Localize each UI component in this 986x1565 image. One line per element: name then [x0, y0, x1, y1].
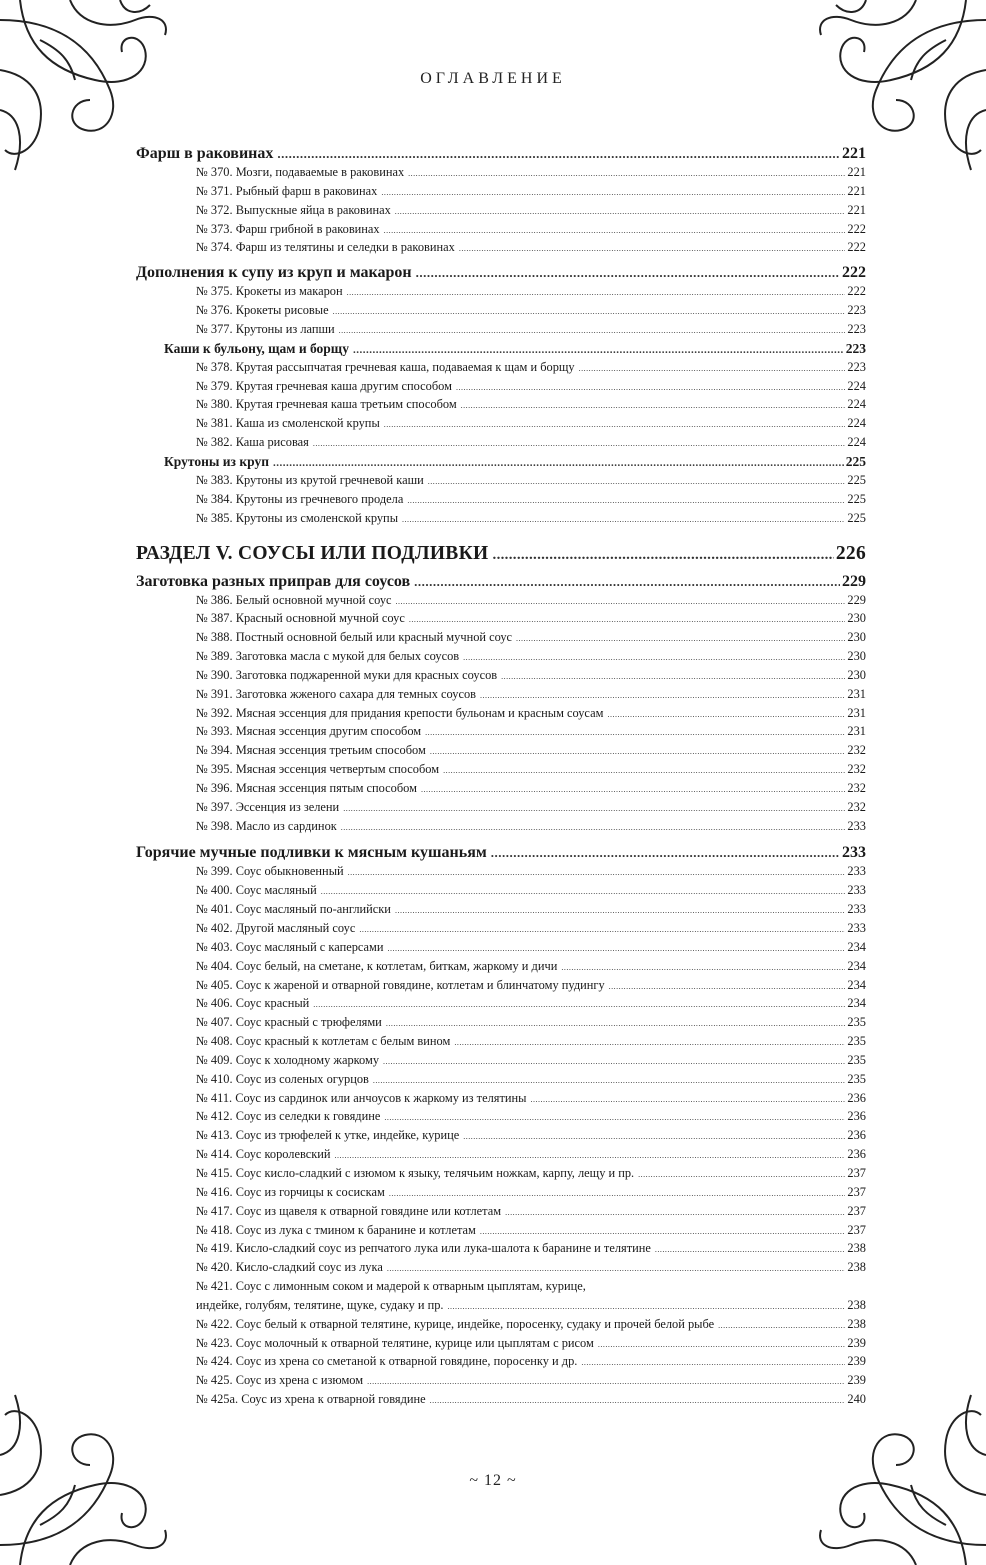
toc-entry[interactable]: [136, 593, 866, 612]
toc-group-fill: [136, 145, 866, 259]
toc-entry[interactable]: [136, 800, 866, 819]
toc-entry[interactable]: [136, 397, 866, 416]
toc-entry[interactable]: [136, 184, 866, 203]
toc-entry[interactable]: [136, 1128, 866, 1147]
toc-entry-page: 230: [847, 667, 866, 682]
toc-entry[interactable]: [136, 303, 866, 322]
toc-entry-page: 229: [842, 572, 866, 590]
dot-leader: [414, 574, 840, 590]
toc-entry-title: № 377. Крутоны из лапши: [196, 321, 335, 336]
toc-entry-page: 234: [847, 996, 866, 1011]
toc-entry-title: № 422. Соус белый к отварной телятине, курице, индейке, поросенку, судаку и прочей белой рыбе: [196, 1316, 715, 1331]
toc-entry[interactable]: [136, 222, 866, 241]
toc-entry[interactable]: [136, 724, 866, 743]
toc-entry[interactable]: [136, 978, 866, 997]
toc-entry-title: № 396. Мясная эссенция пятым способом: [196, 780, 417, 795]
toc-entry[interactable]: [136, 322, 866, 341]
toc-entry[interactable]: [136, 1298, 866, 1317]
dot-leader: [516, 634, 845, 643]
table-of-contents: [136, 143, 866, 1411]
toc-entry[interactable]: [136, 203, 866, 222]
dot-leader: [396, 597, 846, 606]
toc-entry[interactable]: [136, 819, 866, 838]
dot-leader: [384, 226, 846, 235]
toc-entry-title: № 383. Крутоны из крутой гречневой каши: [196, 472, 424, 487]
toc-entry-title: № 374. Фарш из телятины и селедки в раковинах: [196, 240, 455, 255]
dot-leader: [501, 672, 845, 681]
dot-leader: [384, 420, 846, 429]
toc-entry-title: № 424. Соус из хрена со сметаной к отварной говядине, поросенку и др.: [196, 1354, 578, 1369]
toc-entry-page: 225: [845, 453, 866, 469]
toc-entry-title: № 412. Соус из селедки к говядине: [196, 1109, 381, 1124]
toc-entry-page: 236: [847, 1128, 866, 1143]
toc-entry-title: № 376. Крокеты рисовые: [196, 303, 329, 318]
dot-leader: [430, 747, 846, 756]
toc-entry[interactable]: [136, 762, 866, 781]
toc-entry-title: № 425. Соус из хрена с изюмом: [196, 1373, 364, 1388]
toc-entry-title: № 388. Постный основной белый или красный мучной соус: [196, 630, 513, 645]
toc-entry-title: Фарш в раковинах: [136, 145, 274, 162]
toc-entry-page: 236: [847, 1147, 866, 1162]
toc-entry-title: № 371. Рыбный фарш в раковинах: [196, 183, 378, 198]
toc-section: [136, 543, 866, 569]
dot-leader: [353, 344, 844, 356]
dot-leader: [416, 265, 840, 281]
toc-entry-page: 231: [847, 686, 866, 701]
toc-group-additions: [136, 264, 866, 529]
toc-entry-title: № 395. Мясная эссенция четвертым способом: [196, 762, 440, 777]
toc-entry[interactable]: [136, 1166, 866, 1185]
toc-entry-page: 230: [847, 611, 866, 626]
toc-group-hot-sauces: [136, 844, 866, 1410]
toc-entry-title: № 416. Соус из горчицы к сосискам: [196, 1184, 385, 1199]
toc-entry-title: № 401. Соус масляный по-английски: [196, 902, 391, 917]
toc-entry[interactable]: [136, 1053, 866, 1072]
toc-heading[interactable]: [136, 341, 866, 360]
toc-entry-title: № 409. Соус к холодному жаркому: [196, 1052, 380, 1067]
dot-leader: [561, 963, 845, 972]
toc-entry[interactable]: [136, 1015, 866, 1034]
toc-entry-title: № 419. Кисло-сладкий соус из репчатого лука или лука-шалота к баранине и телятине: [196, 1241, 651, 1256]
toc-entry-title: № 423. Соус молочный к отварной телятине, курице или цыплятам с рисом: [196, 1335, 594, 1350]
toc-entry-page: 239: [847, 1354, 866, 1369]
toc-entry-title: № 390. Заготовка поджаренной муки для красных соусов: [196, 667, 498, 682]
toc-entry[interactable]: [136, 1034, 866, 1053]
toc-entry[interactable]: [136, 940, 866, 959]
dot-leader: [530, 1095, 845, 1104]
dot-leader: [598, 1340, 846, 1349]
toc-entry[interactable]: [136, 743, 866, 762]
toc-entry[interactable]: [136, 883, 866, 902]
toc-entry-title: № 391. Заготовка жженого сахара для темных соусов: [196, 686, 477, 701]
toc-entry[interactable]: [136, 1185, 866, 1204]
toc-entry-page: 233: [847, 921, 866, 935]
toc-entry[interactable]: [136, 284, 866, 303]
toc-entry-page: 237: [847, 1184, 866, 1199]
dot-leader: [493, 547, 834, 564]
toc-entry[interactable]: [136, 360, 866, 379]
toc-entry-title: № 420. Кисло-сладкий соус из лука: [196, 1260, 383, 1275]
toc-entry-title: Заготовка разных приправ для соусов: [136, 572, 411, 590]
toc-entry-page: 223: [847, 303, 866, 318]
dot-leader: [579, 364, 846, 373]
dot-leader: [347, 288, 846, 297]
dot-leader: [408, 169, 845, 178]
dot-leader: [383, 1057, 845, 1066]
toc-entry-page: 238: [847, 1316, 866, 1331]
dot-leader: [395, 207, 846, 216]
toc-entry-page: 233: [847, 883, 866, 898]
toc-entry-title: № 405. Соус к жареной и отварной говядине, котлетам и блинчатому пудингу: [196, 977, 605, 992]
toc-entry-title: № 417. Соус из щавеля к отварной говядине или котлетам: [196, 1203, 502, 1218]
toc-entry-title: № 425а. Соус из хрена к отварной говядине: [196, 1392, 426, 1407]
toc-entry[interactable]: [136, 1336, 866, 1355]
toc-entry-title: № 403. Соус масляный с каперсами: [196, 939, 384, 954]
toc-entry-page: 223: [845, 340, 866, 356]
toc-entry[interactable]: [136, 1373, 866, 1392]
toc-heading[interactable]: [136, 844, 866, 864]
toc-entry[interactable]: [136, 379, 866, 398]
toc-entry-page: 223: [847, 359, 866, 374]
dot-leader: [386, 1019, 846, 1028]
dot-leader: [348, 868, 846, 877]
dot-leader: [381, 188, 845, 197]
toc-entry-title: № 398. Масло из сардинок: [196, 818, 337, 833]
dot-leader: [430, 1396, 846, 1405]
dot-leader: [335, 1151, 846, 1160]
toc-heading[interactable]: [136, 264, 866, 284]
toc-entry-title: № 386. Белый основной мучной соус: [196, 592, 392, 607]
toc-entry-page: 224: [847, 397, 866, 412]
toc-entry-page: 232: [847, 799, 866, 814]
toc-entry-page: 226: [835, 542, 866, 564]
toc-entry-page: 225: [847, 510, 866, 525]
toc-entry-title: Горячие мучные подливки к мясным кушаньям: [136, 844, 487, 862]
toc-entry-page: 222: [842, 264, 866, 282]
dot-leader: [384, 1113, 845, 1122]
toc-entry-page: 232: [847, 762, 866, 777]
toc-entry-page: 231: [847, 705, 866, 720]
toc-entry[interactable]: [136, 1223, 866, 1242]
toc-entry-title: № 382. Каша рисовая: [196, 435, 309, 450]
toc-entry-title: № 381. Каша из смоленской крупы: [196, 416, 380, 431]
toc-entry-title: № 410. Соус из соленых огурцов: [196, 1071, 369, 1086]
dot-leader: [341, 823, 846, 832]
dot-leader: [313, 1000, 845, 1009]
toc-entry-page: 230: [847, 630, 866, 645]
toc-entry-page: 235: [847, 1015, 866, 1030]
toc-entry[interactable]: [136, 435, 866, 454]
toc-entry-title: № 393. Мясная эссенция другим способом: [196, 724, 422, 739]
toc-entry-title: № 379. Крутая гречневая каша другим способом: [196, 378, 452, 393]
toc-entry[interactable]: [136, 921, 866, 940]
dot-leader: [581, 1358, 845, 1367]
dot-leader: [456, 383, 845, 392]
toc-entry-page: 235: [847, 1052, 866, 1067]
running-head: ОГЛАВЛЕНИЕ: [420, 70, 566, 87]
toc-entry-title: № 418. Соус из лука с тмином к баранине и котлетам: [196, 1222, 476, 1237]
toc-entry-page: 232: [847, 780, 866, 795]
toc-entry[interactable]: [136, 668, 866, 687]
dot-leader: [491, 845, 840, 861]
toc-entry-title: № 378. Крутая рассыпчатая гречневая каша, подаваемая к щам и борщу: [196, 359, 575, 374]
toc-entry-title: № 421. Соус с лимонным соком и мадерой к отварным цыплятам, курице,: [196, 1279, 586, 1294]
toc-entry-page: 237: [847, 1222, 866, 1237]
toc-entry-page: 237: [847, 1165, 866, 1180]
dot-leader: [387, 1264, 846, 1273]
dot-leader: [321, 887, 846, 896]
dot-leader: [367, 1377, 845, 1386]
toc-entry[interactable]: [136, 649, 866, 668]
toc-entry-page: 222: [847, 284, 866, 299]
toc-entry-page: 238: [847, 1241, 866, 1256]
dot-leader: [463, 1132, 845, 1141]
toc-entry-title: № 394. Мясная эссенция третьим способом: [196, 743, 426, 758]
toc-entry-page: 234: [847, 958, 866, 973]
dot-leader: [277, 146, 840, 162]
page-number: ~ 12 ~: [469, 1472, 517, 1489]
toc-entry[interactable]: [136, 511, 866, 530]
toc-entry-page: 233: [847, 818, 866, 833]
toc-entry[interactable]: [136, 630, 866, 649]
toc-heading[interactable]: [136, 573, 866, 593]
toc-entry-title: № 389. Заготовка масла с мукой для белых соусов: [196, 649, 460, 664]
toc-entry[interactable]: [136, 1279, 866, 1298]
toc-entry-title: № 370. Мозги, подаваемые в раковинах: [196, 165, 405, 179]
toc-entry-title: № 373. Фарш грибной в раковинах: [196, 221, 380, 236]
toc-entry-title: РАЗДЕЛ V. СОУСЫ ИЛИ ПОДЛИВКИ: [136, 542, 489, 564]
dot-leader: [373, 1076, 845, 1085]
toc-entry[interactable]: [136, 1354, 866, 1373]
dot-leader: [505, 1208, 845, 1217]
toc-entry-page: 235: [847, 1034, 866, 1049]
toc-entry-title: № 397. Эссенция из зелени: [196, 799, 340, 814]
dot-leader: [655, 1245, 846, 1254]
dot-leader: [273, 457, 844, 469]
dot-leader: [425, 728, 845, 737]
toc-entry[interactable]: [136, 1260, 866, 1279]
toc-entry-page: 240: [847, 1392, 866, 1407]
toc-entry-title: Каши к бульону, щам и борщу: [164, 340, 349, 356]
toc-entry-title: № 384. Крутоны из гречневого продела: [196, 491, 404, 506]
toc-entry[interactable]: [136, 416, 866, 435]
toc-entry[interactable]: [136, 902, 866, 921]
toc-section-heading[interactable]: [136, 543, 866, 569]
toc-entry-title: № 407. Соус красный с трюфелями: [196, 1015, 382, 1030]
toc-entry-page: 222: [847, 221, 866, 236]
toc-entry-title: № 411. Соус из сардинок или анчоусов к жаркому из телятины: [196, 1090, 527, 1105]
toc-entry[interactable]: [136, 781, 866, 800]
dot-leader: [459, 244, 846, 253]
toc-entry[interactable]: [136, 1392, 866, 1411]
dot-leader: [461, 401, 846, 410]
toc-entry-page: 221: [847, 165, 866, 179]
toc-entry-title: Дополнения к супу из круп и макарон: [136, 264, 412, 282]
dot-leader: [480, 691, 845, 700]
toc-entry-page: 221: [847, 202, 866, 217]
toc-entry-page: 238: [847, 1260, 866, 1275]
toc-entry-page: 237: [847, 1203, 866, 1218]
dot-leader: [313, 439, 846, 448]
toc-entry-page: 239: [847, 1335, 866, 1350]
dot-leader: [607, 710, 845, 719]
dot-leader: [421, 785, 845, 794]
toc-entry-page: 229: [847, 592, 866, 607]
toc-entry-title: № 415. Соус кисло-сладкий с изюмом к языку, телячьим ножкам, карпу, лещу и пр.: [196, 1165, 635, 1180]
toc-entry-page: 234: [847, 939, 866, 954]
toc-entry[interactable]: [136, 492, 866, 511]
toc-entry-title: № 372. Выпускные яйца в раковинах: [196, 202, 391, 217]
toc-entry[interactable]: [136, 473, 866, 492]
toc-entry[interactable]: [136, 165, 866, 184]
toc-entry-page: 233: [847, 864, 866, 879]
dot-leader: [443, 766, 845, 775]
toc-entry-title: № 414. Соус королевский: [196, 1147, 331, 1162]
dot-leader: [463, 653, 845, 662]
dot-leader: [402, 515, 845, 524]
dot-leader: [343, 804, 845, 813]
toc-entry-page: 222: [847, 240, 866, 255]
toc-entry-page: 224: [847, 378, 866, 393]
toc-entry-title: № 375. Крокеты из макарон: [196, 284, 343, 299]
toc-entry-title: № 387. Красный основной мучной соус: [196, 611, 405, 626]
toc-entry-page: 223: [847, 321, 866, 336]
toc-entry-page: 238: [847, 1297, 866, 1312]
dot-leader: [388, 944, 846, 953]
toc-entry-page: 236: [847, 1090, 866, 1105]
dot-leader: [480, 1227, 846, 1236]
toc-entry-page: 232: [847, 743, 866, 758]
dot-leader: [428, 477, 846, 486]
toc-heading[interactable]: [136, 454, 866, 473]
toc-entry-title: № 404. Соус белый, на сметане, к котлетам, биткам, жаркому и дичи: [196, 958, 558, 973]
toc-entry-page: 224: [847, 435, 866, 450]
toc-entry-page: 234: [847, 977, 866, 992]
dot-leader: [638, 1170, 845, 1179]
dot-leader: [395, 906, 845, 915]
dot-leader: [448, 1302, 846, 1311]
dot-leader: [389, 1189, 846, 1198]
toc-entry[interactable]: [136, 1109, 866, 1128]
toc-entry-title: № 385. Крутоны из смоленской крупы: [196, 510, 399, 525]
toc-entry[interactable]: [136, 1091, 866, 1110]
toc-entry[interactable]: [136, 1204, 866, 1223]
toc-entry-title: № 406. Соус красный: [196, 996, 310, 1011]
toc-entry[interactable]: [136, 864, 866, 883]
toc-entry-page: 221: [842, 145, 866, 162]
toc-entry-title: № 400. Соус масляный: [196, 883, 317, 898]
toc-group-sauce-prep: [136, 573, 866, 838]
toc-entry-title: № 392. Мясная эссенция для придания крепости бульонам и красным соусам: [196, 705, 604, 720]
toc-entry-page: 230: [847, 649, 866, 664]
toc-entry-title: № 402. Другой масляный соус: [196, 921, 356, 935]
toc-entry-title: № 380. Крутая гречневая каша третьим способом: [196, 397, 457, 412]
toc-entry[interactable]: [136, 1317, 866, 1336]
toc-entry-title: Крутоны из круп: [164, 453, 269, 469]
toc-entry[interactable]: [136, 1241, 866, 1260]
dot-leader: [409, 615, 846, 624]
dot-leader: [333, 307, 846, 316]
toc-entry-page: 225: [847, 472, 866, 487]
toc-entry[interactable]: [136, 959, 866, 978]
toc-entry-page: 236: [847, 1109, 866, 1124]
toc-entry[interactable]: [136, 996, 866, 1015]
dot-leader: [609, 982, 846, 991]
toc-entry[interactable]: [136, 1072, 866, 1091]
toc-entry-page: 224: [847, 416, 866, 431]
toc-heading[interactable]: [136, 145, 866, 165]
toc-entry[interactable]: [136, 1147, 866, 1166]
toc-entry-title: № 413. Соус из трюфелей к утке, индейке, курице: [196, 1128, 460, 1143]
toc-entry-page: 233: [847, 902, 866, 917]
toc-entry[interactable]: [136, 687, 866, 706]
toc-entry-page: 239: [847, 1373, 866, 1388]
dot-leader: [359, 925, 845, 934]
toc-entry-page: 233: [842, 844, 866, 862]
toc-entry-page: 235: [847, 1071, 866, 1086]
dot-leader: [454, 1038, 845, 1047]
dot-leader: [407, 496, 845, 505]
dot-leader: [339, 326, 846, 335]
toc-entry-page: 221: [847, 183, 866, 198]
toc-entry[interactable]: [136, 611, 866, 630]
toc-entry-page: 225: [847, 491, 866, 506]
toc-entry-title: индейке, голубям, телятине, щуке, судаку и пр.: [196, 1297, 444, 1312]
toc-entry-title: № 408. Соус красный к котлетам с белым вином: [196, 1034, 451, 1049]
toc-entry-page: 231: [847, 724, 866, 739]
toc-entry-title: № 399. Соус обыкновенный: [196, 864, 344, 879]
dot-leader: [718, 1321, 845, 1330]
toc-entry[interactable]: [136, 240, 866, 259]
toc-entry[interactable]: [136, 706, 866, 725]
